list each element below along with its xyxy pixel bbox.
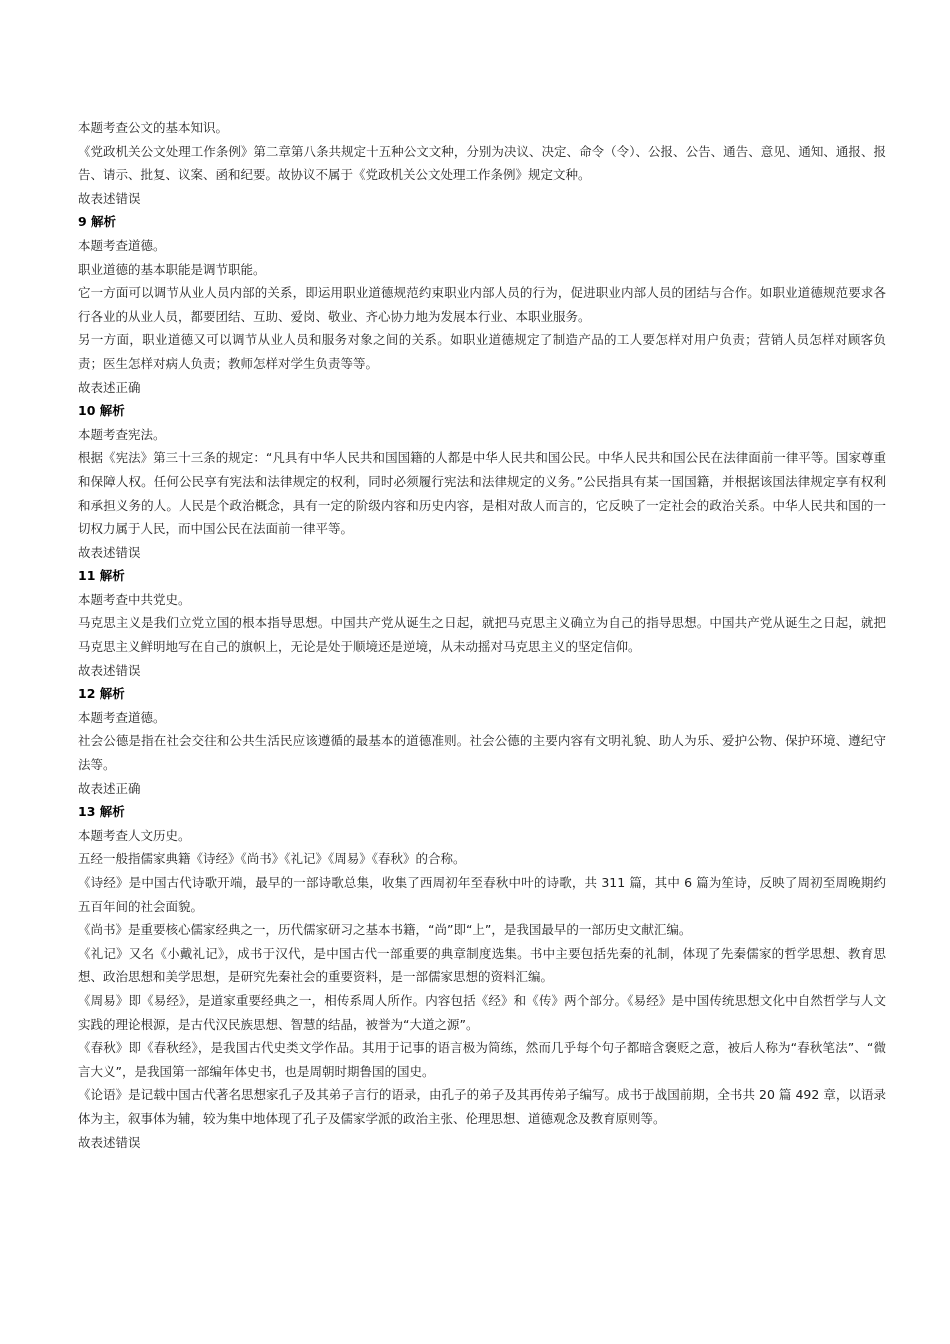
intro-body: 《党政机关公文处理工作条例》第二章第八条共规定十五种公文文种，分别为决议、决定、命令（令）、公报、公告、通告、意见、通知、通报、报告、请示、批复、议案、函和纪要。故协议不属于《党政机关公文处理工作条例》规定文种。 bbox=[78, 143, 886, 183]
conclusion: 故表述错误 bbox=[78, 544, 141, 560]
intro-conclusion: 故表述错误 bbox=[78, 190, 141, 206]
paragraph: 本题考查人文历史。 bbox=[78, 827, 191, 843]
conclusion: 故表述正确 bbox=[78, 379, 141, 395]
section-heading: 12 解析 bbox=[78, 686, 125, 702]
paragraph: 它一方面可以调节从业人员内部的关系，即运用职业道德规范约束职业内部人员的行为，促进职业内部人员的团结与合作。如职业道德规范要求各行各业的从业人员，都要团结、互助、爱岗、敬业、齐心协力地为发展本行业、本职业服务。 bbox=[78, 285, 886, 324]
paragraph: 《论语》是记载中国古代著名思想家孔子及其弟子言行的语录，由孔子的弟子及其再传弟子编写。成书于战国前期，全书共 20 篇 492 章，以语录体为主，叙事体为辅，较为集中地体现了孔子及儒家学派的政治主张、伦理思想、道德观念及教育原则等。 bbox=[78, 1087, 886, 1126]
section-heading: 10 解析 bbox=[78, 403, 125, 419]
paragraph: 《诗经》是中国古代诗歌开端，最早的一部诗歌总集，收集了西周初年至春秋中叶的诗歌，共 311 篇，其中 6 篇为笙诗，反映了周初至周晚期约五百年间的社会面貌。 bbox=[78, 875, 886, 914]
paragraph: 《周易》即《易经》，是道家重要经典之一，相传系周人所作。内容包括《经》和《传》两个部分。《易经》是中国传统思想文化中自然哲学与人文实践的理论根源，是古代汉民族思想、智慧的结晶，被誉为“大道之源”。 bbox=[78, 992, 886, 1032]
section-heading: 11 解析 bbox=[78, 568, 125, 584]
section-13 bbox=[78, 800, 886, 1154]
section-9 bbox=[78, 210, 886, 399]
section-10 bbox=[78, 399, 886, 564]
paragraph: 《礼记》又名《小戴礼记》，成书于汉代，是中国古代一部重要的典章制度选集。书中主要包括先秦的礼制，体现了先秦儒家的哲学思想、教育思想、政治思想和美学思想，是研究先秦社会的重要资料，是一部儒家思想的资料汇编。 bbox=[78, 945, 886, 985]
paragraph: 马克思主义是我们立党立国的根本指导思想。中国共产党从诞生之日起，就把马克思主义确立为自己的指导思想。中国共产党从诞生之日起，就把马克思主义鲜明地写在自己的旗帜上，无论是处于顺境还是逆境，从未动摇对马克思主义的坚定信仰。 bbox=[78, 615, 886, 655]
paragraph: 本题考查中共党史。 bbox=[78, 591, 191, 607]
paragraph: 本题考查道德。 bbox=[78, 237, 166, 253]
paragraph: 本题考查道德。 bbox=[78, 709, 166, 725]
paragraph: 本题考查宪法。 bbox=[78, 426, 166, 442]
paragraph: 另一方面，职业道德又可以调节从业人员和服务对象之间的关系。如职业道德规定了制造产品的工人要怎样对用户负责；营销人员怎样对顾客负责；医生怎样对病人负责；教师怎样对学生负责等等。 bbox=[78, 332, 886, 371]
intro-topic: 本题考查公文的基本知识。 bbox=[78, 120, 229, 135]
conclusion: 故表述错误 bbox=[78, 662, 141, 678]
section-11 bbox=[78, 564, 886, 682]
section-12 bbox=[78, 682, 886, 800]
paragraph: 五经一般指儒家典籍《诗经》《尚书》《礼记》《周易》《春秋》的合称。 bbox=[78, 851, 466, 867]
section-heading: 13 解析 bbox=[78, 804, 125, 820]
conclusion: 故表述正确 bbox=[78, 780, 141, 796]
document-page bbox=[78, 116, 886, 1154]
paragraph: 根据《宪法》第三十三条的规定：“凡具有中华人民共和国国籍的人都是中华人民共和国公民。中华人民共和国公民在法律面前一律平等。国家尊重和保障人权。任何公民享有宪法和法律规定的权利，同时必须履行宪法和法律规定的义务。”公民指具有某一国国籍，并根据该国法律规定享有权利和承担义务的人。人民是个政治概念，具有一定的阶级内容和历史内容，是相对敌人而言的，它反映了一定社会的政治关系。中华人民共和国的一切权力属于人民，而中国公民在法面前一律平等。 bbox=[78, 450, 886, 537]
paragraph: 《春秋》即《春秋经》，是我国古代史类文学作品。其用于记事的语言极为简练，然而几乎每个句子都暗含褒贬之意，被后人称为“春秋笔法”、“微言大义”，是我国第一部编年体史书，也是周朝时期鲁国的国史。 bbox=[78, 1040, 886, 1079]
paragraph: 职业道德的基本职能是调节职能。 bbox=[78, 261, 266, 277]
paragraph: 社会公德是指在社会交往和公共生活民应该遵循的最基本的道德准则。社会公德的主要内容有文明礼貌、助人为乐、爱护公物、保护环境、遵纪守法等。 bbox=[78, 733, 886, 773]
conclusion: 故表述错误 bbox=[78, 1134, 141, 1150]
paragraph: 《尚书》是重要核心儒家经典之一，历代儒家研习之基本书籍，“尚”即“上”，是我国最早的一部历史文献汇编。 bbox=[78, 922, 692, 938]
section-heading: 9 解析 bbox=[78, 214, 117, 230]
